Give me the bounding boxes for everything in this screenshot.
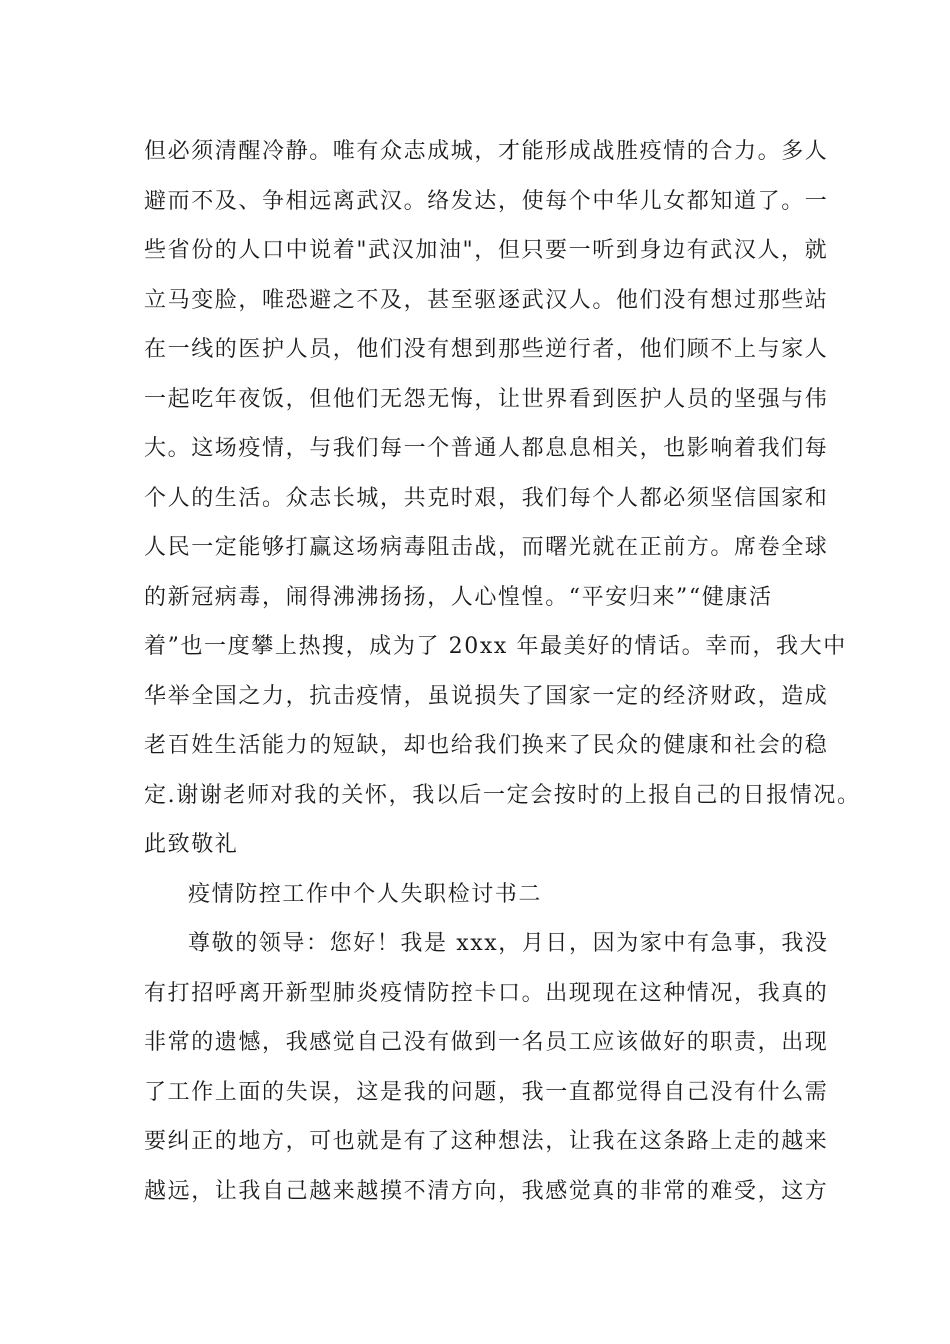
text-line: 立马变脸，唯恐避之不及，甚至驱逐武汉人。他们没有想过那些站: [144, 287, 829, 313]
text-line: 老百姓生活能力的短缺，却也给我们换来了民众的健康和社会的稳: [144, 733, 829, 758]
text-line: 非常的遗憾，我感觉自己没有做到一名员工应该做好的职责，出现: [144, 1030, 829, 1055]
text-line: 在一线的医护人员，他们没有想到那些逆行者，他们顾不上与家人: [144, 337, 829, 362]
text-line: 了工作上面的失误，这是我的问题，我一直都觉得自己没有什么需: [144, 1079, 829, 1105]
document-body: [144, 127, 861, 1216]
text-line: 着”也一度攀上热搜，成为了 20xx 年最美好的情话。幸而，我大中: [144, 634, 847, 659]
text-line: 些省份的人口中说着"武汉加油"，但只要一听到身边有武汉人，就: [144, 238, 829, 263]
text-line: 定.谢谢老师对我的关怀，我以后一定会按时的上报自己的日报情况。: [144, 782, 861, 808]
text-line: 但必须清醒冷静。唯有众志成城，才能形成战胜疫情的合力。多人: [144, 139, 829, 164]
text-line: 越远，让我自己越来越摸不清方向，我感觉真的非常的难受，这方: [144, 1178, 829, 1204]
section-heading: 疫情防控工作中个人失职检讨书二: [188, 881, 543, 907]
salutation-line: 尊敬的领导：您好！我是 xxx，月日，因为家中有急事，我没: [188, 931, 829, 956]
text-line: 的新冠病毒，闹得沸沸扬扬，人心惶惶。“平安归来”“健康活: [144, 584, 773, 610]
text-line: 人民一定能够打赢这场病毒阻击战，而曙光就在正前方。席卷全球: [144, 535, 829, 560]
text-line: 避而不及、争相远离武汉。络发达，使每个中华儿女都知道了。一: [144, 188, 829, 214]
text-line: 华举全国之力，抗击疫情，虽说损失了国家一定的经济财政，造成: [144, 683, 829, 709]
text-line: 个人的生活。众志长城，共克时艰，我们每个人都必须坚信国家和: [144, 485, 829, 511]
text-line: 大。这场疫情，与我们每一个普通人都息息相关，也影响着我们每: [144, 436, 829, 461]
text-line: 有打招呼离开新型肺炎疫情防控卡口。出现现在这种情况，我真的: [144, 980, 829, 1006]
text-line: 一起吃年夜饭，但他们无怨无悔，让世界看到医护人员的坚强与伟: [144, 386, 829, 412]
closing-line: 此致敬礼: [144, 832, 239, 857]
text-line: 要纠正的地方，可也就是有了这种想法，让我在这条路上走的越来: [144, 1129, 829, 1154]
